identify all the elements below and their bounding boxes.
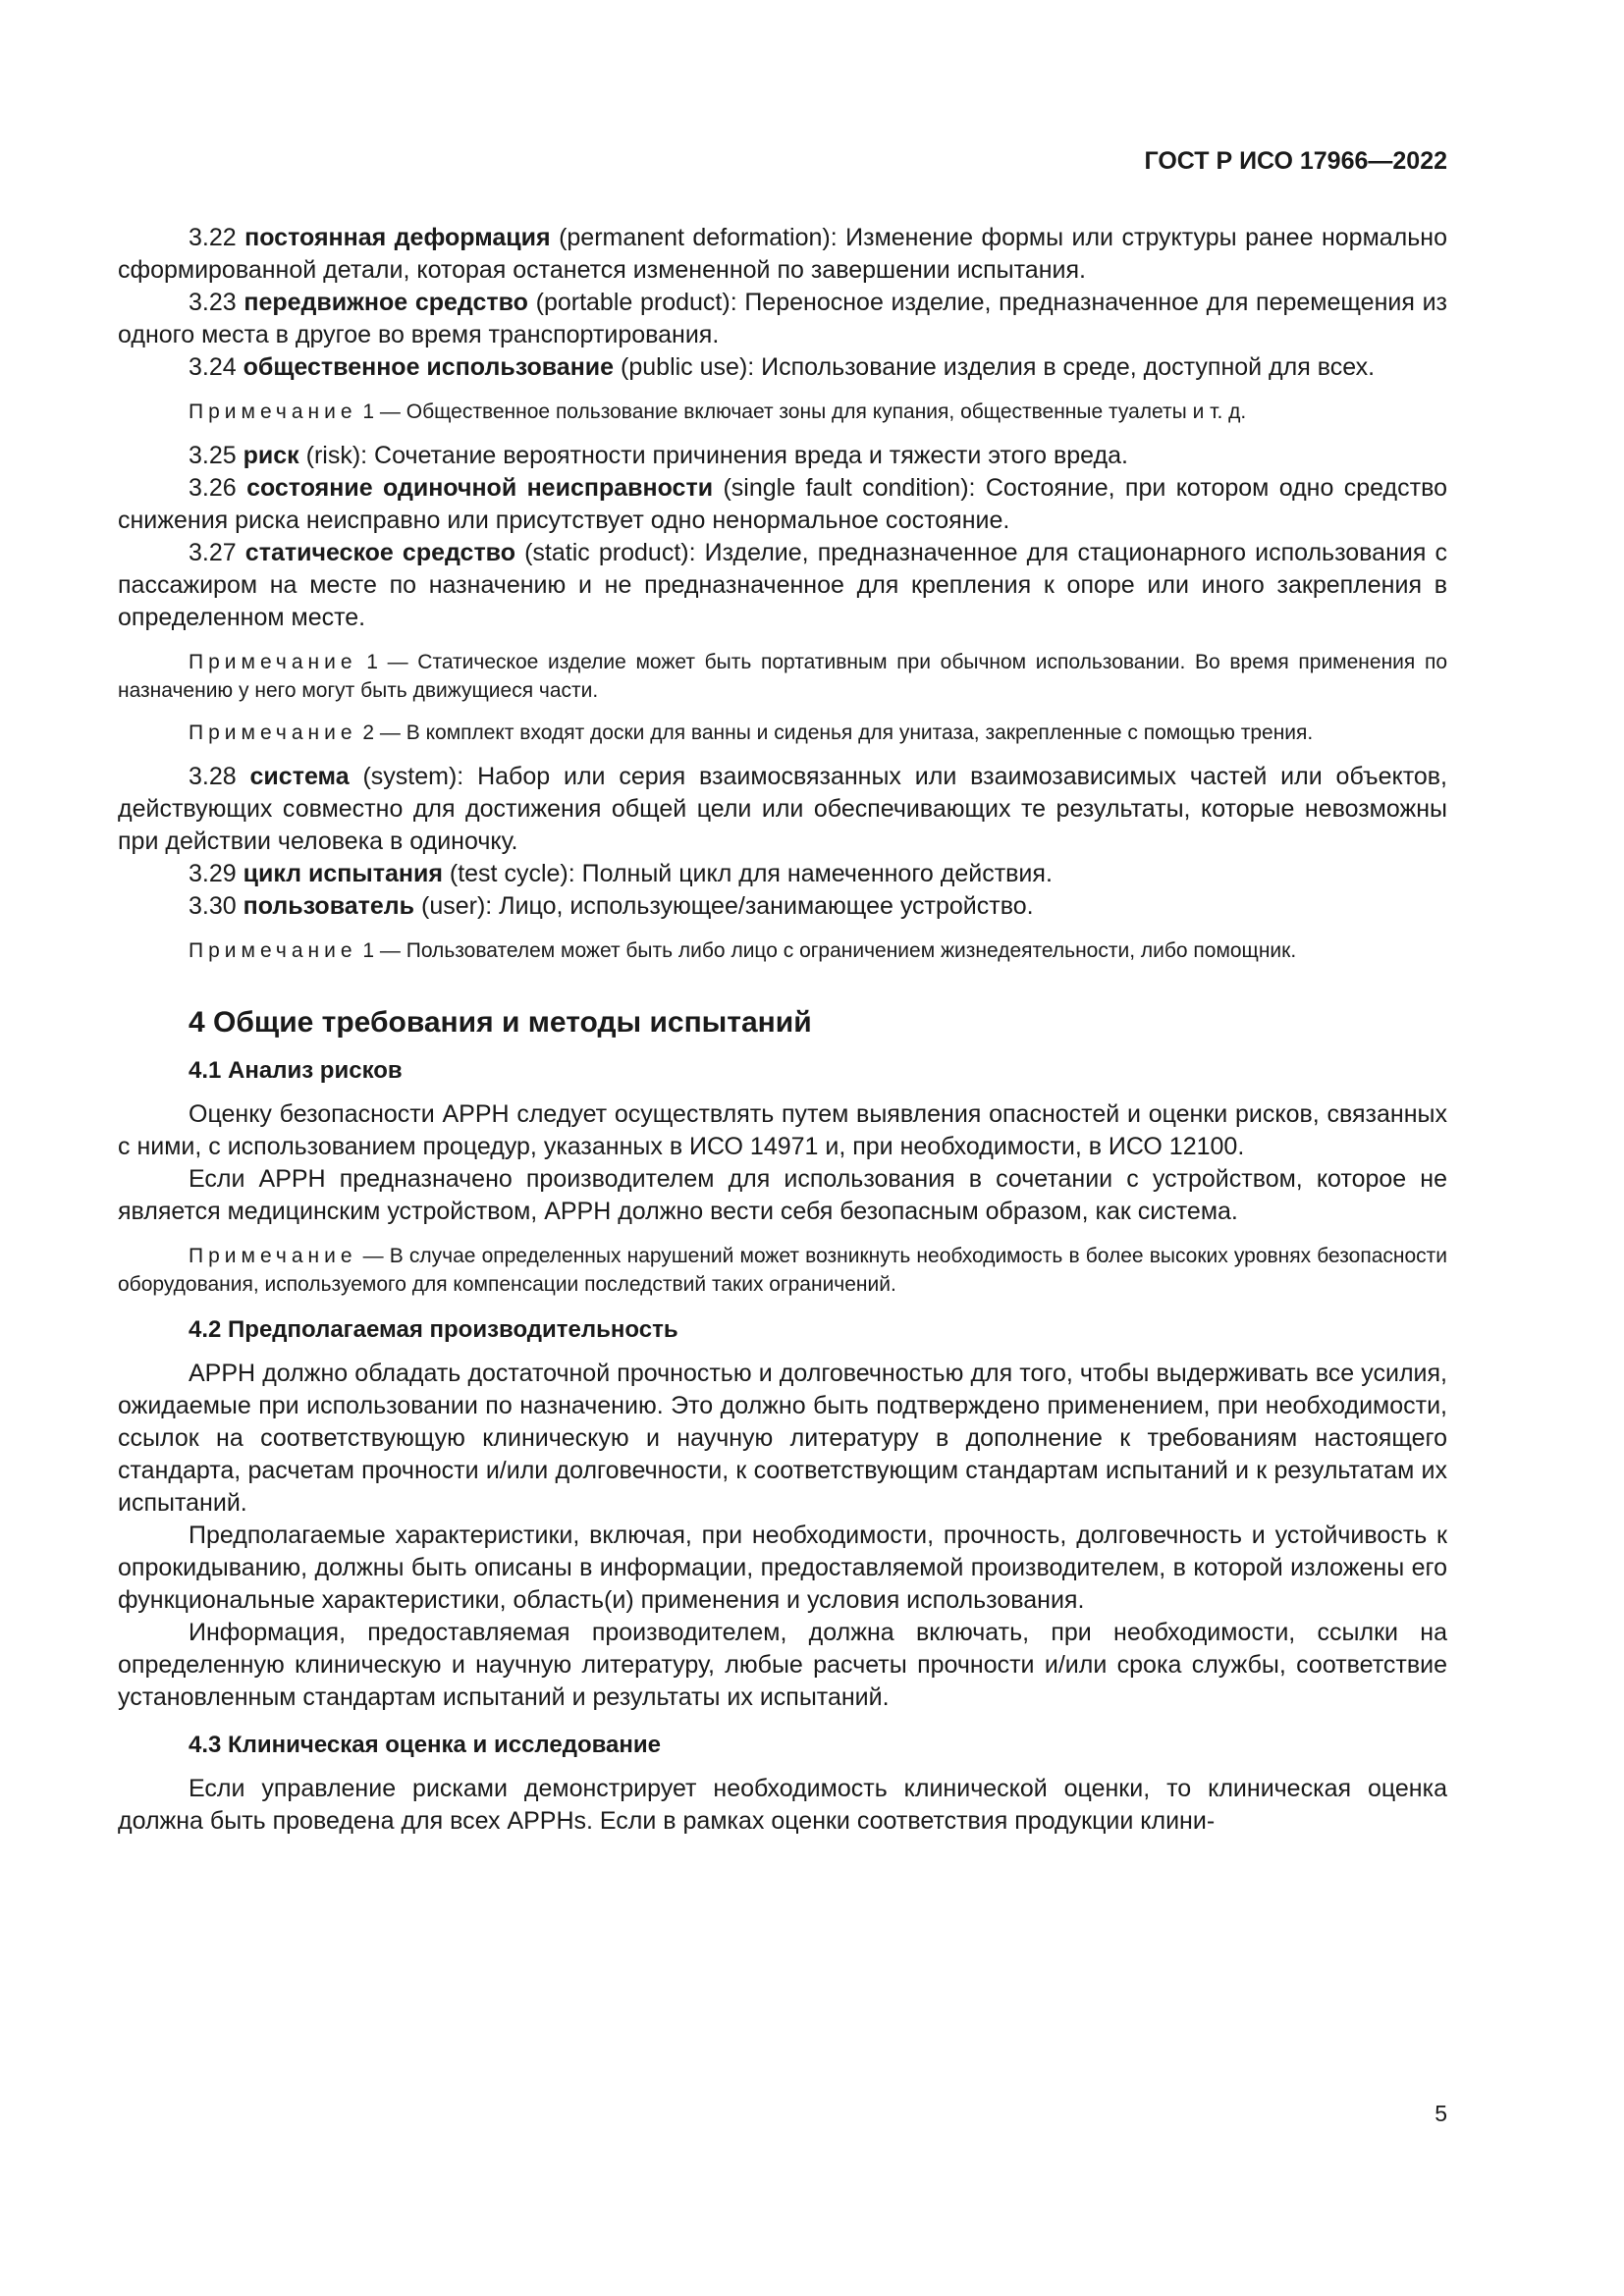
definition-term: состояние одиночной неисправности	[246, 474, 714, 502]
definition-text: (permanent deformation): Изменение формы или структуры ранее нормально сформированной детали, которая останется измененной по завершении испытания.	[118, 224, 1447, 284]
definition-3-30	[118, 890, 1447, 923]
note-4-1	[118, 1242, 1447, 1299]
definition-3-22	[118, 222, 1447, 287]
definition-3-25	[118, 440, 1447, 472]
page-content	[118, 222, 1447, 1838]
definition-term: общественное использование	[243, 353, 615, 381]
paragraph: Если APPH предназначено производителем для использования в сочетании с устройством, которое не является медицинским устройством, APPH должно вести себя безопасным образом, как система.	[118, 1165, 1447, 1225]
section-4-1-heading: 4.1 Анализ рисков	[189, 1057, 403, 1084]
definition-term: пользователь	[243, 892, 415, 920]
note-3-30	[118, 936, 1447, 965]
definition-number: 3.28	[189, 763, 237, 790]
definition-text: (static product): Изделие, предназначенное для стационарного использования с пассажиром на месте по назначению и не предназначенное для крепления к опоре или иного закрепления в определенном месте.	[118, 539, 1447, 631]
note-label: Примечание	[189, 651, 357, 673]
note-text: В случае определенных нарушений может возникнуть необходимость в более высоких уровнях безопасности оборудования, используемого для компенсации последствий таких ограничений.	[118, 1245, 1448, 1296]
definition-3-28	[118, 761, 1447, 858]
definition-term: статическое средство	[244, 539, 515, 566]
note-number: 1 —	[356, 939, 406, 962]
definition-term: система	[249, 763, 350, 790]
definition-3-26	[118, 472, 1447, 537]
note-text: В комплект входят доски для ванны и сиденья для унитаза, закрепленные с помощью трения.	[406, 721, 1314, 744]
definition-3-24	[118, 351, 1447, 384]
note-3-27-2	[118, 719, 1447, 747]
definition-3-23	[118, 287, 1447, 351]
definition-number: 3.24	[189, 353, 237, 381]
note-number: —	[356, 1245, 390, 1267]
paragraph: APPH должно обладать достаточной прочностью и долговечностью для того, чтобы выдерживать все усилия, ожидаемые при использовании по назначению. Это должно быть подтверждено применением, при необходимости, ссылок на соответствующую клиническую и научную литературу в дополнение к требованиям настоящего стандарта, расчетам прочности и/или долговечности, к соответствующим стандартам испытаний и к результатам их испытаний.	[118, 1360, 1447, 1517]
note-text: Статическое изделие может быть портативным при обычном использовании. Во время применения по назначению у него могут быть движущиеся части.	[118, 651, 1448, 702]
definition-number: 3.27	[189, 539, 237, 566]
definition-3-27	[118, 537, 1447, 634]
paragraph: Информация, предоставляемая производителем, должна включать, при необходимости, ссылки на определенную клиническую и научную литературу, любые расчеты прочности и/или срока службы, соответствие установленным стандартам испытаний и результаты их испытаний.	[118, 1619, 1447, 1711]
note-number: 1 —	[356, 651, 418, 673]
definition-number: 3.30	[189, 892, 237, 920]
definition-3-29	[118, 858, 1447, 890]
note-number: 2 —	[356, 721, 406, 744]
definition-text: (test cycle): Полный цикл для намеченного действия.	[442, 860, 1053, 887]
note-3-27-1	[118, 648, 1447, 705]
definition-number: 3.25	[189, 442, 237, 469]
section-4-3-heading: 4.3 Клиническая оценка и исследование	[189, 1732, 661, 1758]
definition-number: 3.22	[189, 224, 237, 251]
note-label: Примечание	[189, 1245, 357, 1267]
note-text: Пользователем может быть либо лицо с ограничением жизнедеятельности, либо помощник.	[406, 939, 1297, 962]
definition-term: постоянная деформация	[244, 224, 551, 251]
definition-term: риск	[243, 442, 299, 469]
note-label: Примечание	[189, 939, 357, 962]
definition-number: 3.23	[189, 289, 237, 316]
definition-term: передвижное средство	[244, 289, 528, 316]
section-4-heading: 4 Общие требования и методы испытаний	[189, 1006, 812, 1039]
definition-text: (portable product): Переносное изделие, предназначенное для перемещения из одного места в другое во время транспортирования.	[118, 289, 1448, 348]
definition-text: (risk): Сочетание вероятности причинения вреда и тяжести этого вреда.	[298, 442, 1128, 469]
paragraph: Если управление рисками демонстрирует необходимость клинической оценки, то клиническая оценка должна быть проведена для всех APPHs. Если в рамках оценки соответствия продукции клини-	[118, 1775, 1447, 1835]
paragraph: Оценку безопасности APPH следует осуществлять путем выявления опасностей и оценки рисков, связанных с ними, с использованием процедур, указанных в ИСО 14971 и, при необходимости, в ИСО 12100.	[118, 1100, 1447, 1160]
definition-text: (public use): Использование изделия в среде, доступной для всех.	[614, 353, 1376, 381]
note-3-24	[118, 398, 1447, 426]
definition-term: цикл испытания	[243, 860, 443, 887]
page-number: 5	[1435, 2101, 1447, 2126]
definition-text: (system): Набор или серия взаимосвязанных или взаимозависимых частей или объектов, действующих совместно для достижения общей цели или обеспечивающих те результаты, которые невозможны при действии человека в одиночку.	[118, 763, 1447, 855]
definition-number: 3.26	[189, 474, 237, 502]
note-text: Общественное пользование включает зоны для купания, общественные туалеты и т. д.	[406, 400, 1247, 423]
note-label: Примечание	[189, 400, 357, 423]
document-code-header: ГОСТ Р ИСО 17966—2022	[1144, 147, 1447, 175]
definition-number: 3.29	[189, 860, 237, 887]
definition-text: (user): Лицо, использующее/занимающее устройство.	[414, 892, 1034, 920]
paragraph: Предполагаемые характеристики, включая, при необходимости, прочность, долговечность и устойчивость к опрокидыванию, должны быть описаны в информации, предоставляемой производителем, в которой изложены его функциональные характеристики, область(и) применения и условия использования.	[118, 1522, 1447, 1614]
section-4-2-heading: 4.2 Предполагаемая производительность	[189, 1316, 678, 1343]
note-label: Примечание	[189, 721, 357, 744]
definition-text: (single fault condition): Состояние, при котором одно средство снижения риска неисправно или присутствует одно ненормальное состояние.	[118, 474, 1447, 534]
note-number: 1 —	[356, 400, 406, 423]
